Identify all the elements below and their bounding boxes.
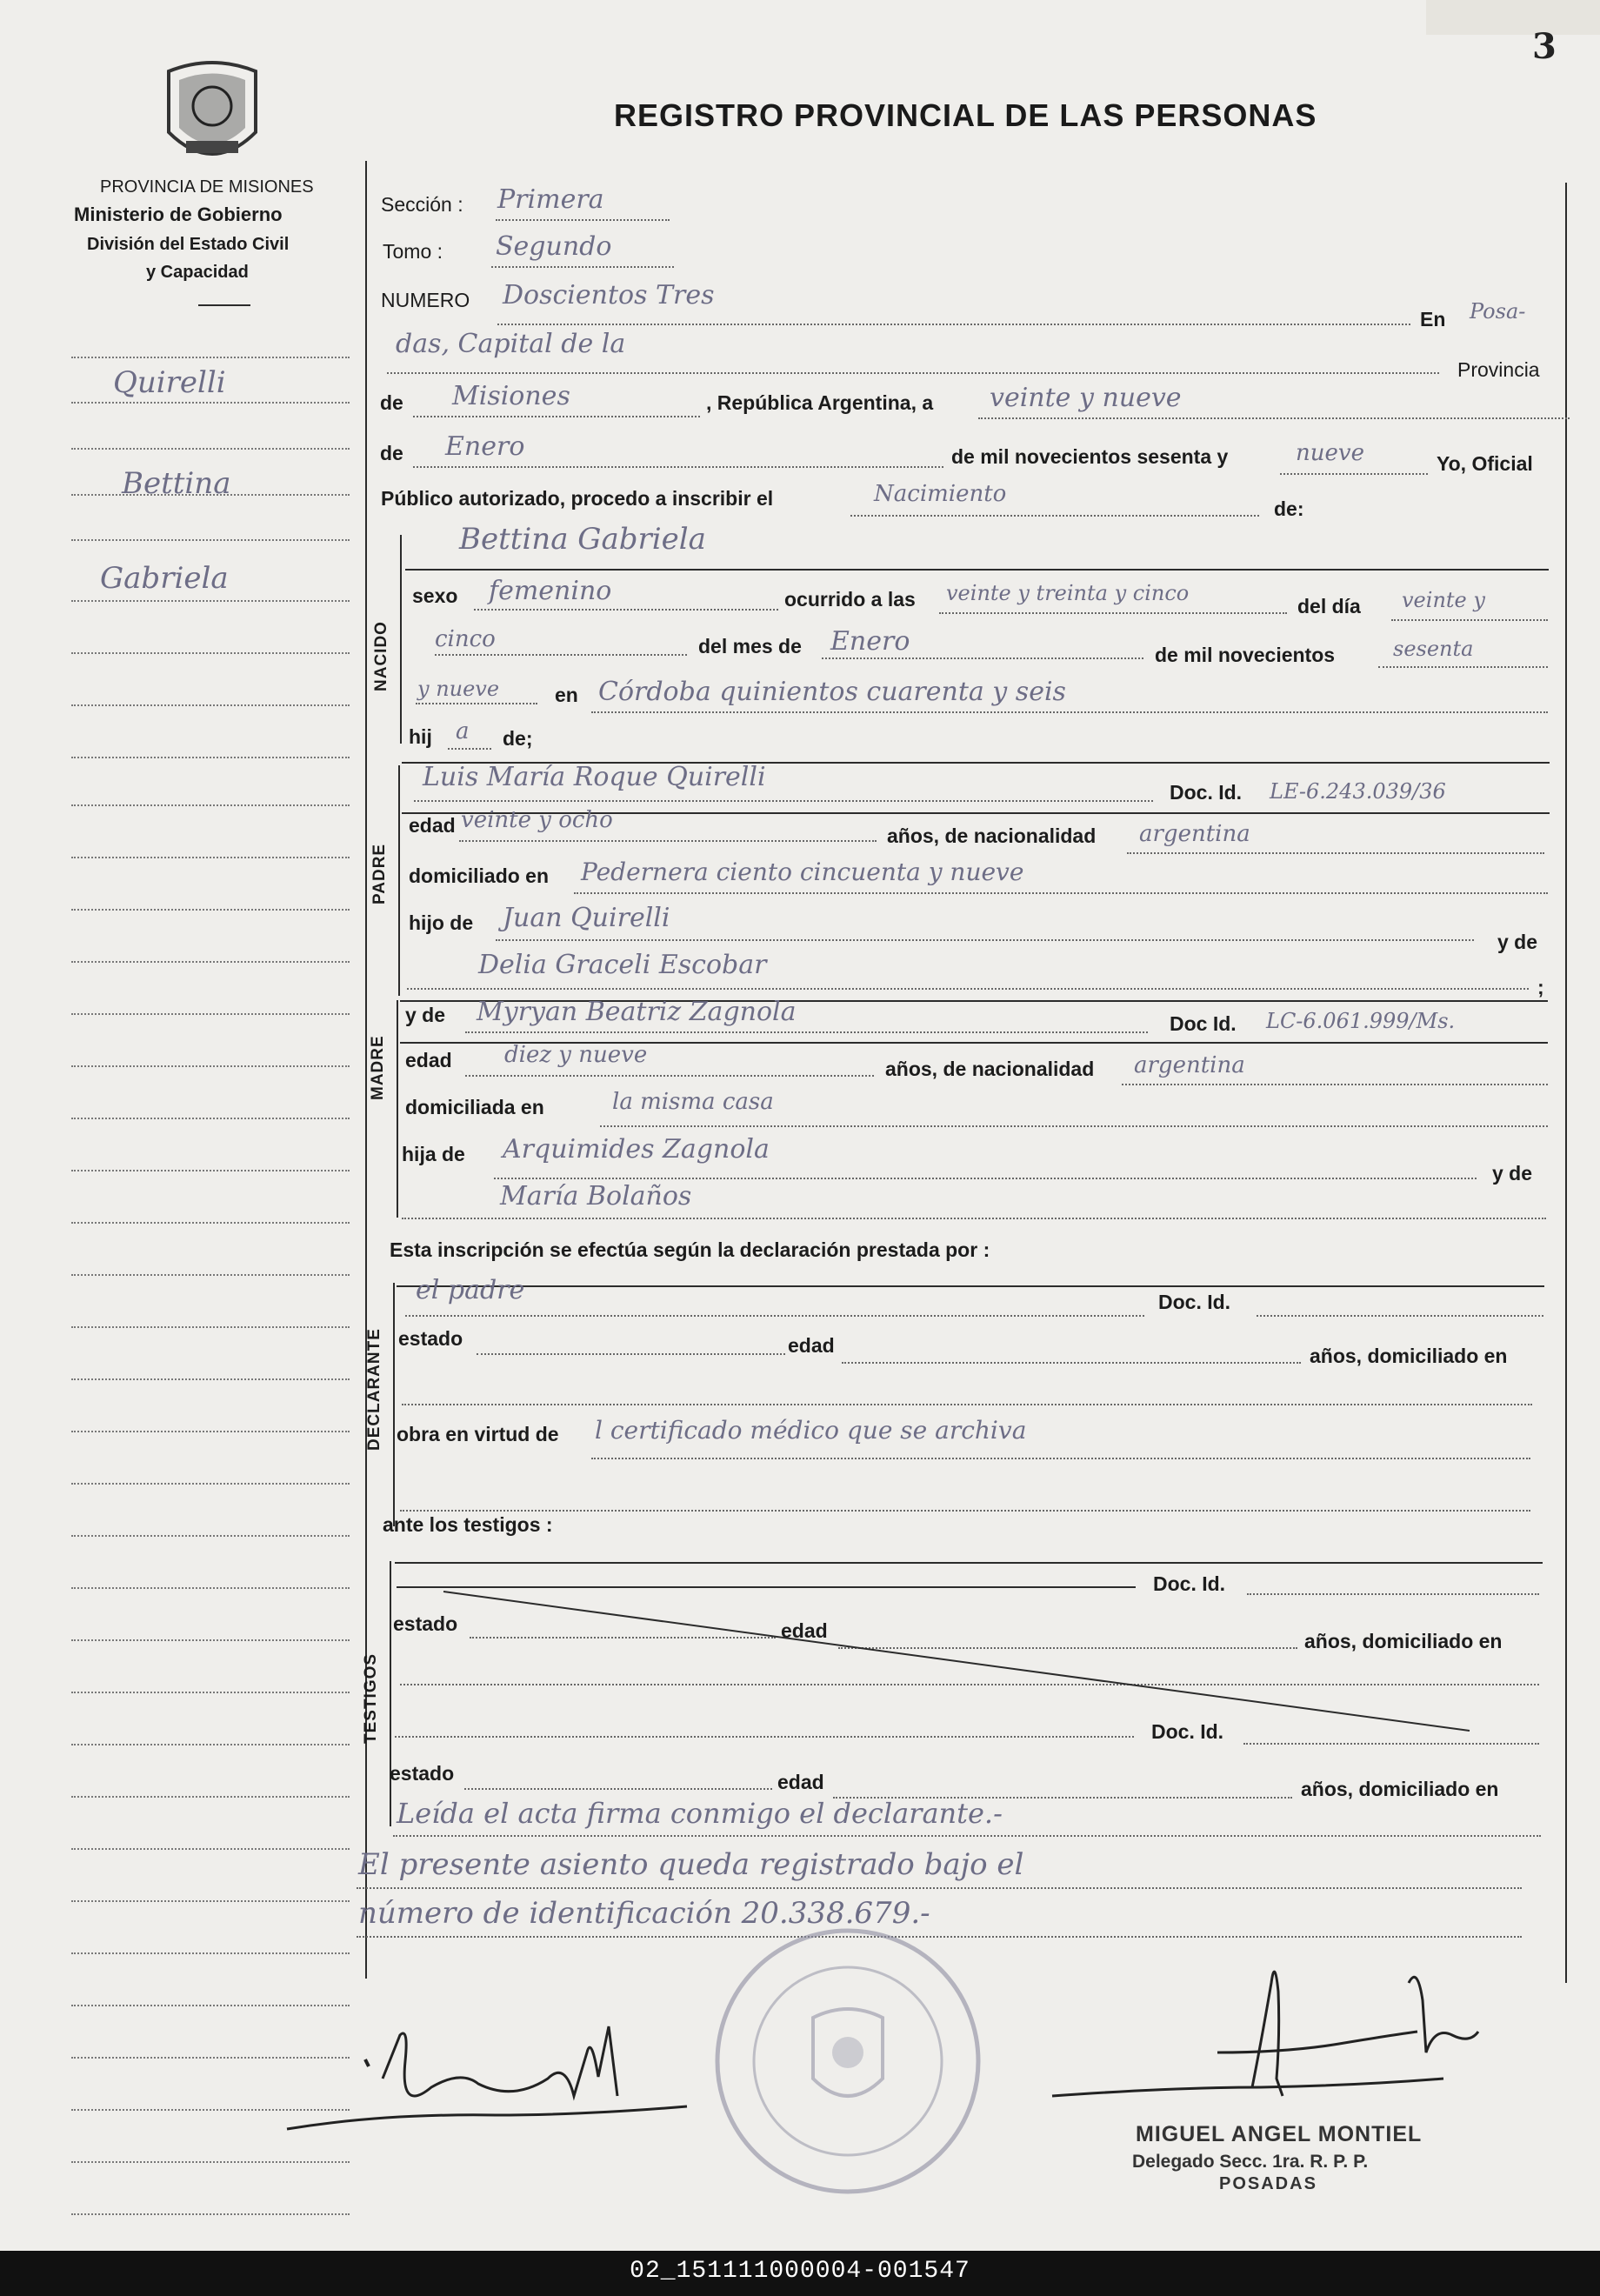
margin-line <box>71 804 350 806</box>
margin-line <box>71 2213 350 2215</box>
label-esta-inscripcion: Esta inscripción se efectúa según la declaración prestada por : <box>390 1238 990 1261</box>
fill-line <box>464 1788 772 1790</box>
label-anos-dom-testigo-2: años, domiciliado en <box>1301 1778 1499 1800</box>
label-anos-dom-declarante: años, domiciliado en <box>1310 1345 1508 1367</box>
margin-line <box>71 704 350 706</box>
fill-line <box>822 657 1143 659</box>
fill-line <box>393 1835 1541 1837</box>
value-padre-hijo-de: Juan Quirelli <box>503 903 670 933</box>
margin-line <box>71 1639 350 1641</box>
value-tomo: Segundo <box>496 231 612 262</box>
fill-line <box>496 219 670 221</box>
value-numero: Doscientos Tres <box>503 280 715 310</box>
testigos-bar <box>390 1561 391 1826</box>
value-padre-nac: argentina <box>1139 821 1250 847</box>
margin-line <box>71 1483 350 1485</box>
value-mes: Enero <box>830 626 910 657</box>
margin-line <box>71 357 350 358</box>
fill-line <box>1391 619 1548 621</box>
value-dia-1: veinte y <box>1402 588 1485 612</box>
label-estado-testigo-1: estado <box>393 1612 458 1635</box>
label-publico: Público autorizado, procedo a inscribir el <box>381 487 774 510</box>
province-name: PROVINCIA DE MISIONES <box>100 177 314 197</box>
division-line-2: y Capacidad <box>146 263 249 282</box>
fill-line <box>591 711 1548 713</box>
official-name: MIGUEL ANGEL MONTIEL <box>1136 2122 1423 2146</box>
value-madre-nombre: Myryan Beatriz Zagnola <box>477 997 797 1027</box>
value-madre-hija-de: Arquimides Zagnola <box>503 1134 770 1165</box>
margin-line <box>71 402 350 404</box>
fill-line <box>402 1218 1546 1219</box>
fill-line <box>939 612 1287 614</box>
value-lugar: Córdoba quinientos cuarenta y seis <box>598 677 1066 707</box>
fill-line <box>465 1075 874 1077</box>
fill-line <box>465 1031 1148 1033</box>
value-obra: l certificado médico que se archiva <box>595 1416 1027 1445</box>
fill-line <box>435 654 687 656</box>
fill-line <box>496 939 1474 941</box>
label-republica: , República Argentina, a <box>706 391 934 414</box>
label-del-mes: del mes de <box>698 635 802 657</box>
label-en-lugar: en <box>555 684 578 706</box>
value-madre-madre: María Bolaños <box>500 1181 692 1211</box>
margin-line <box>71 961 350 963</box>
label-provincia: Provincia <box>1457 358 1540 381</box>
label-de-2: de <box>380 442 403 464</box>
section-line <box>397 1285 1544 1287</box>
label-estado-testigo-2: estado <box>390 1762 455 1785</box>
margin-line <box>71 1900 350 1902</box>
label-doc-id-padre: Doc. Id. <box>1170 781 1243 804</box>
value-acto: Nacimiento <box>874 481 1007 507</box>
section-label-madre: MADRE <box>369 1035 387 1100</box>
value-dia-2: cinco <box>435 626 496 652</box>
fill-line <box>407 988 1529 990</box>
margin-line <box>71 1013 350 1015</box>
section-label-testigos: TESTIGOS <box>362 1652 380 1744</box>
margin-line <box>71 1535 350 1537</box>
value-hora: veinte y treinta y cinco <box>946 581 1190 605</box>
document-title: REGISTRO PROVINCIAL DE LAS PERSONAS <box>614 97 1317 133</box>
margin-line <box>71 1796 350 1798</box>
section-label-nacido: NACIDO <box>372 621 390 691</box>
label-hija-de: hija de <box>402 1143 465 1165</box>
margin-line <box>71 1431 350 1432</box>
fill-line <box>978 417 1570 419</box>
margin-line <box>71 600 350 602</box>
value-en-1: Posa- <box>1470 299 1526 324</box>
fill-line <box>1257 1315 1543 1317</box>
declarant-signature <box>278 2018 696 2148</box>
label-edad-testigo-2: edad <box>777 1771 824 1793</box>
padre-bar <box>398 765 400 996</box>
label-doc-id-testigo-2: Doc. Id. <box>1151 1720 1224 1743</box>
margin-line <box>71 652 350 654</box>
margin-line <box>71 448 350 450</box>
official-signature <box>1043 1948 1496 2122</box>
label-ante-testigos: ante los testigos : <box>383 1513 553 1536</box>
margin-first-name: Bettina <box>122 466 231 501</box>
value-anio: nueve <box>1296 440 1364 466</box>
section-line <box>395 1562 1543 1564</box>
label-dom-madre: domiciliada en <box>405 1096 544 1118</box>
value-padre-madre: Delia Graceli Escobar <box>478 950 767 980</box>
value-fecha-dia: veinte y nueve <box>990 383 1182 413</box>
margin-line <box>71 1274 350 1276</box>
value-declarante: el padre <box>416 1275 525 1305</box>
fill-line <box>414 800 1153 802</box>
fill-line <box>850 515 1259 517</box>
section-label-declarante: DECLARANTE <box>365 1328 383 1451</box>
value-nombre: Bettina Gabriela <box>459 522 706 557</box>
label-obra: obra en virtud de <box>397 1423 559 1445</box>
label-y-de-padre: y de <box>1497 931 1538 953</box>
margin-line <box>71 1587 350 1589</box>
divider <box>198 304 250 306</box>
label-mil-sesenta: de mil novecientos sesenta y <box>951 445 1229 468</box>
label-yo-oficial: Yo, Oficial <box>1437 452 1533 475</box>
value-anio-2: y nueve <box>417 677 500 701</box>
fill-line <box>402 1404 1532 1405</box>
label-doc-id-testigo-1: Doc. Id. <box>1153 1572 1226 1595</box>
label-sexo: sexo <box>412 584 458 607</box>
declarante-bar <box>393 1283 395 1526</box>
fill-line <box>494 1178 1477 1179</box>
label-numero: NUMERO <box>381 289 470 311</box>
section-line <box>405 569 1549 571</box>
fill-line <box>497 324 1410 325</box>
label-edad-declarante: edad <box>788 1334 835 1357</box>
fill-line <box>357 1887 1522 1889</box>
margin-line <box>71 757 350 758</box>
margin-line <box>71 1744 350 1745</box>
label-anos-dom-testigo-1: años, domiciliado en <box>1304 1630 1503 1652</box>
fill-line <box>491 266 674 268</box>
label-hij: hij <box>409 725 432 748</box>
fill-line <box>1127 852 1544 854</box>
label-seccion: Sección : <box>381 193 463 216</box>
label-del-dia: del día <box>1297 595 1361 617</box>
value-padre-dom: Pedernera ciento cincuenta y nueve <box>581 858 1024 886</box>
label-hijo-de: hijo de <box>409 911 474 934</box>
value-padre-doc: LE-6.243.039/36 <box>1270 779 1446 804</box>
fill-line <box>477 1353 785 1355</box>
value-madre-doc: LC-6.061.999/Ms. <box>1266 1009 1456 1033</box>
value-madre-edad: diez y nueve <box>504 1042 648 1068</box>
ministry-name: Ministerio de Gobierno <box>74 204 283 225</box>
margin-line <box>71 1692 350 1693</box>
division-line-1: División del Estado Civil <box>87 235 290 254</box>
right-border <box>1565 183 1567 1983</box>
fill-line <box>474 609 778 611</box>
margin-line <box>71 539 350 541</box>
margin-line <box>71 2161 350 2163</box>
label-edad-testigo-1: edad <box>781 1619 828 1642</box>
value-madre-nac: argentina <box>1134 1052 1245 1078</box>
fill-line <box>1122 1084 1548 1085</box>
label-mil-novecientos: de mil novecientos <box>1155 644 1336 666</box>
fill-line <box>405 1315 1144 1317</box>
label-anos-nac-padre: años, de nacionalidad <box>887 824 1097 847</box>
fill-line <box>600 1125 1548 1127</box>
fill-line <box>1243 1743 1539 1745</box>
label-edad-madre: edad <box>405 1049 452 1071</box>
value-padre-edad: veinte y ocho <box>461 807 613 833</box>
label-ocurrido: ocurrido a las <box>784 588 916 611</box>
label-semicolon: ; <box>1537 976 1544 998</box>
label-doc-id-madre: Doc Id. <box>1170 1012 1237 1035</box>
fill-line <box>459 840 877 842</box>
margin-line <box>71 1222 350 1224</box>
fill-line <box>400 1510 1530 1512</box>
section-label-padre: PADRE <box>370 843 389 904</box>
label-y-de-madre-2: y de <box>1492 1162 1533 1185</box>
value-anio-1: sesenta <box>1393 637 1474 661</box>
fill-line <box>591 1458 1530 1459</box>
fill-line <box>448 748 491 750</box>
label-tomo: Tomo : <box>383 240 443 263</box>
label-en: En <box>1420 308 1446 330</box>
official-role: Delegado Secc. 1ra. R. P. P. <box>1132 2152 1369 2172</box>
fill-line <box>842 1362 1301 1364</box>
label-anos-nac-madre: años, de nacionalidad <box>885 1058 1095 1080</box>
value-madre-dom: la misma casa <box>612 1089 774 1115</box>
fill-line <box>1378 666 1548 668</box>
fill-line <box>413 466 943 468</box>
fill-line <box>416 703 537 704</box>
label-dom-padre: domiciliado en <box>409 864 550 887</box>
madre-bar <box>397 1000 398 1218</box>
label-y-de-madre: y de <box>405 1004 446 1026</box>
margin-surname: Quirelli <box>113 365 226 400</box>
provincial-emblem <box>160 54 264 176</box>
official-city: POSADAS <box>1219 2174 1317 2193</box>
fill-line <box>1280 473 1428 475</box>
value-padre-nombre: Luis María Roque Quirelli <box>423 762 766 792</box>
margin-line <box>71 1170 350 1171</box>
label-de-colon: de: <box>1274 497 1304 520</box>
margin-line <box>71 2005 350 2006</box>
value-en-2: das, Capital de la <box>396 329 626 359</box>
value-provincia: Misiones <box>452 381 570 411</box>
nacido-bar <box>400 535 402 744</box>
value-sexo: femenino <box>489 576 612 606</box>
fill-line <box>574 892 1548 894</box>
margin-line <box>71 1848 350 1850</box>
margin-line <box>71 1378 350 1380</box>
fill-line <box>387 372 1439 374</box>
value-cierre-1: Leída el acta firma conmigo el declarante.- <box>397 1797 1003 1830</box>
page-number: 3 <box>1532 26 1557 67</box>
value-cierre-3: número de identificación 20.338.679.- <box>358 1896 930 1931</box>
margin-line <box>71 857 350 858</box>
margin-second-name: Gabriela <box>100 561 229 596</box>
margin-line <box>71 1952 350 1954</box>
cancel-strike <box>435 1583 1478 1739</box>
file-id: 02_151111000004-001547 <box>630 2258 970 2285</box>
margin-line <box>71 1326 350 1328</box>
value-fecha-mes: Enero <box>445 431 525 462</box>
margin-line <box>71 1118 350 1119</box>
value-seccion: Primera <box>497 184 604 215</box>
label-de-semicolon: de; <box>503 727 533 750</box>
file-id-bar <box>0 2251 1600 2296</box>
label-edad-padre: edad <box>409 814 456 837</box>
label-estado-declarante: estado <box>398 1327 463 1350</box>
label-de-1: de <box>380 391 403 414</box>
page-edge <box>1426 0 1600 35</box>
margin-line <box>71 909 350 911</box>
official-stamp <box>704 1922 991 2200</box>
margin-line <box>71 1065 350 1067</box>
label-doc-id-declarante: Doc. Id. <box>1158 1291 1231 1313</box>
fill-line <box>413 416 700 417</box>
value-cierre-2: El presente asiento queda registrado bajo el <box>358 1847 1024 1882</box>
value-hij-suffix: a <box>456 718 470 744</box>
